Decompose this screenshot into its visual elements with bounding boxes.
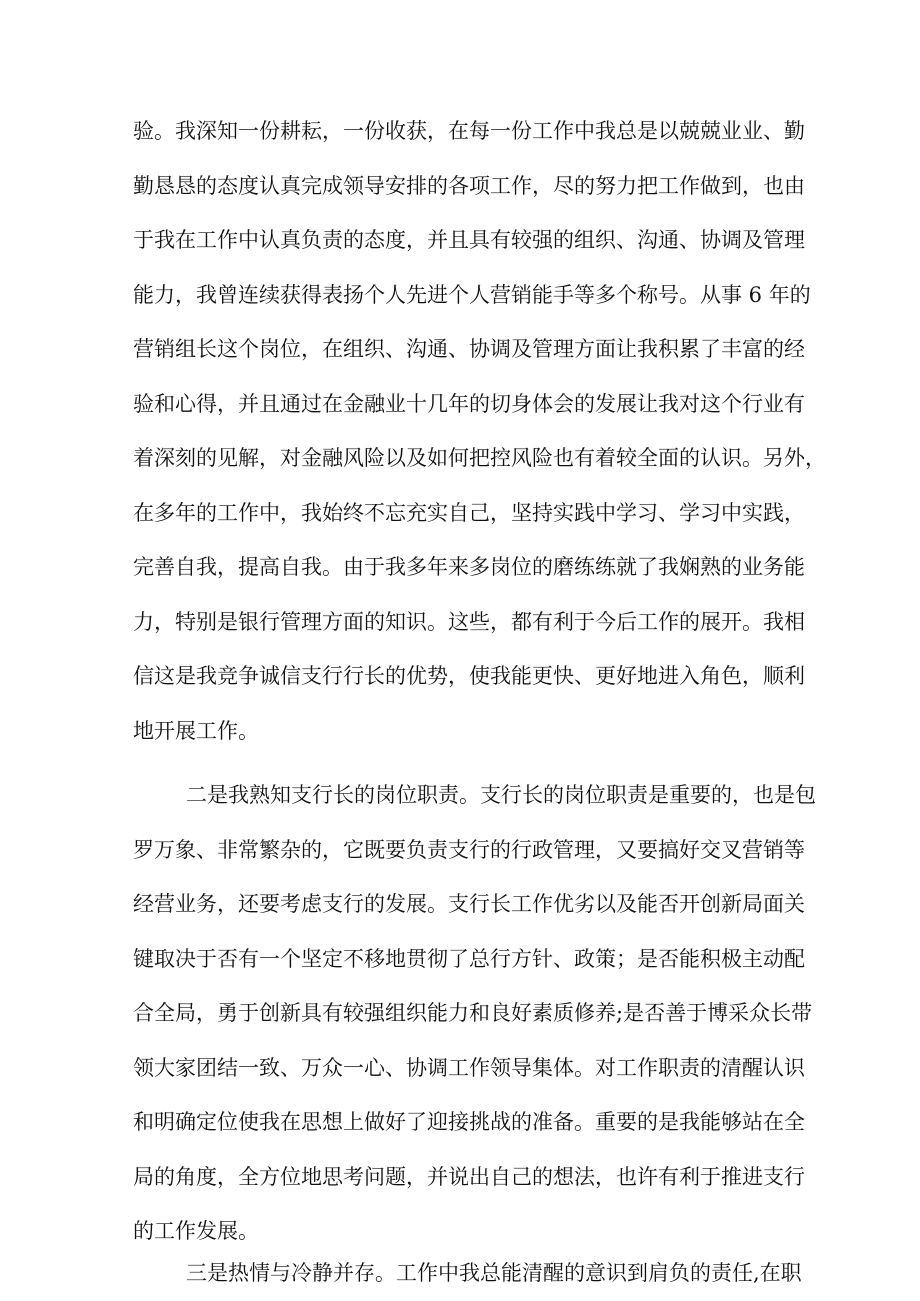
text-line: 于我在工作中认真负责的态度，并且具有较强的组织、沟通、协调及管理 (133, 228, 805, 252)
text-line: 能力，我曾连续获得表扬个人先进个人营销能手等多个称号。从事 6 年的 (133, 283, 811, 307)
text-line: 键取决于否有一个坚定不移地贯彻了总行方针、政策；是否能积极主动配 (133, 947, 805, 971)
text-line: 领大家团结一致、万众一心、协调工作领导集体。对工作职责的清醒认识 (133, 1056, 805, 1080)
text-line: 验和心得，并且通过在金融业十几年的切身体会的发展让我对这个行业有 (133, 392, 805, 416)
text-line: 完善自我，提高自我。由于我多年来多岗位的磨练练就了我娴熟的业务能 (133, 555, 805, 579)
text-line: 力，特别是银行管理方面的知识。这些，都有利于今后工作的展开。我相 (133, 610, 805, 634)
text-line: 和明确定位使我在思想上做好了迎接挑战的准备。重要的是我能够站在全 (133, 1110, 805, 1134)
paragraph-first-line: 二是我熟知支行长的岗位职责。支行长的岗位职责是重要的，也是包 (186, 783, 816, 807)
text-line: 经营业务，还要考虑支行的发展。支行长工作优劣以及能否开创新局面关 (133, 892, 805, 916)
text-line: 的工作发展。 (133, 1219, 259, 1243)
text-line: 勤恳恳的态度认真完成领导安排的各项工作，尽的努力把工作做到，也由 (133, 174, 805, 198)
paragraph-first-line: 三是热情与冷静并存。工作中我总能清醒的意识到肩负的责任,在职 (186, 1261, 802, 1285)
text-line: 地开展工作。 (133, 719, 259, 743)
text-line: 着深刻的见解，对金融风险以及如何把控风险也有着较全面的认识。另外， (133, 446, 826, 470)
text-line: 合全局，勇于创新具有较强组织能力和良好素质修养;是否善于博采众长带 (133, 1001, 813, 1025)
text-line: 验。我深知一份耕耘，一份收获，在每一份工作中我总是以兢兢业业、勤 (133, 119, 805, 143)
text-line: 信这是我竞争诚信支行行长的优势，使我能更快、更好地进入角色，顺利 (133, 664, 805, 688)
text-line: 在多年的工作中，我始终不忘充实自己，坚持实践中学习、学习中实践， (133, 501, 805, 525)
text-line: 营销组长这个岗位，在组织、沟通、协调及管理方面让我积累了丰富的经 (133, 337, 805, 361)
text-line: 局的角度，全方位地思考问题，并说出自己的想法，也许有利于推进支行 (133, 1165, 805, 1189)
text-line: 罗万象、非常繁杂的，它既要负责支行的行政管理，又要搞好交叉营销等 (133, 838, 805, 862)
